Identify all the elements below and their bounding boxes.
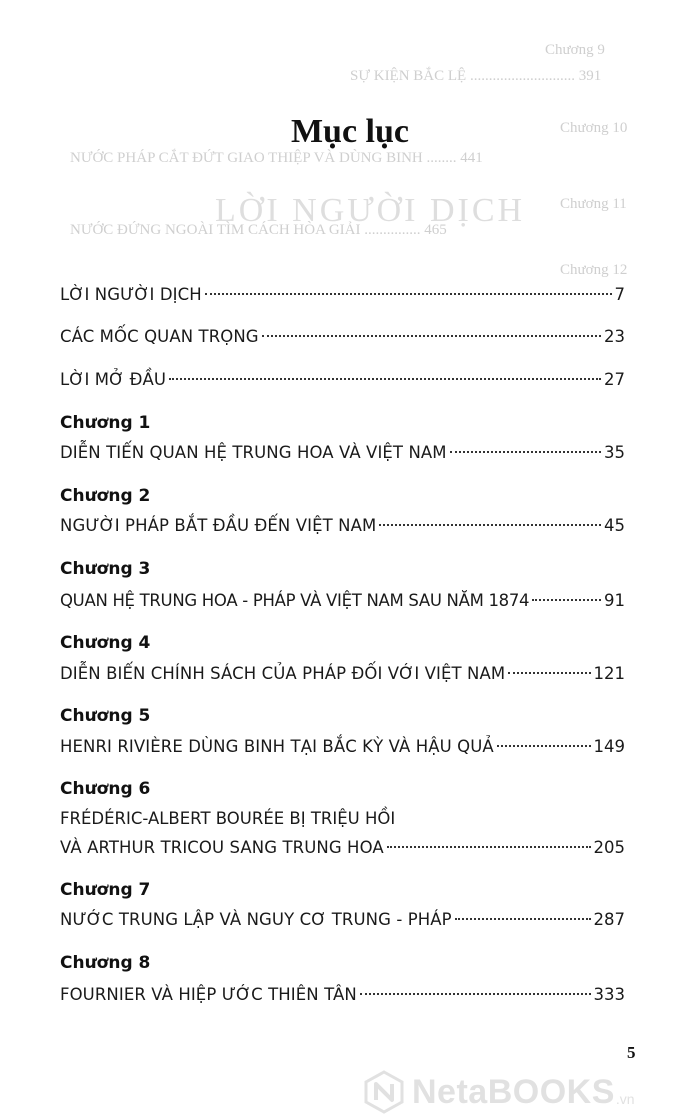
show-through-text: Chương 9 — [545, 42, 605, 58]
entry-title: NƯỚC TRUNG LẬP VÀ NGUY CƠ TRUNG - PHÁP — [60, 910, 452, 929]
entry-page-number: 27 — [604, 370, 625, 389]
chapter-label: Chương 5 — [60, 706, 151, 726]
watermark-suffix: .vn — [615, 1091, 635, 1107]
entry-title: NGƯỜI PHÁP BẮT ĐẦU ĐẾN VIỆT NAM — [60, 516, 377, 535]
show-through-text: SỰ KIỆN BẮC LỆ ............................ 391 — [350, 68, 602, 84]
dot-leader — [455, 918, 591, 920]
dot-leader — [360, 993, 591, 995]
entry-page-number: 287 — [593, 910, 625, 929]
toc-entry-chapter-1[interactable] — [60, 441, 625, 465]
dot-leader — [387, 846, 591, 848]
toc-entry-chapter-5[interactable] — [60, 735, 625, 759]
entry-page-number: 7 — [614, 285, 625, 304]
watermark-brand: NetaBOOKS — [412, 1072, 615, 1111]
entry-title: LỜI NGƯỜI DỊCH — [60, 285, 202, 304]
dot-leader — [532, 599, 601, 601]
entry-title: HENRI RIVIÈRE DÙNG BINH TẠI BẮC KỲ VÀ HẬU QUẢ — [60, 737, 494, 756]
entry-page-number: 91 — [604, 591, 625, 610]
dot-leader — [205, 293, 612, 295]
dot-leader — [497, 745, 591, 747]
netabooks-logo-icon — [362, 1070, 406, 1114]
toc-entry-chapter-4[interactable] — [60, 662, 625, 686]
chapter-label: Chương 2 — [60, 486, 151, 506]
entry-title: CÁC MỐC QUAN TRỌNG — [60, 327, 259, 346]
show-through-text: Chương 11 — [560, 196, 627, 212]
entry-page-number: 35 — [604, 443, 625, 462]
entry-page-number: 149 — [593, 737, 625, 756]
entry-title: DIỄN TIẾN QUAN HỆ TRUNG HOA VÀ VIỆT NAM — [60, 443, 447, 462]
chapter-label: Chương 3 — [60, 559, 151, 579]
dot-leader — [379, 524, 601, 526]
chapter-label: Chương 1 — [60, 413, 151, 433]
chapter-label: Chương 7 — [60, 880, 151, 900]
page-number: 5 — [627, 1043, 636, 1062]
entry-title: LỜI MỞ ĐẦU — [60, 370, 167, 389]
dot-leader — [262, 335, 601, 337]
dot-leader — [508, 672, 590, 674]
show-through-text: Chương 12 — [560, 262, 628, 278]
page-title: Mục lục — [290, 113, 410, 150]
chapter-label: Chương 4 — [60, 633, 151, 653]
show-through-text: NƯỚC PHÁP CẮT ĐỨT GIAO THIỆP VÀ DÙNG BINH ........ 441 — [70, 150, 483, 166]
dot-leader — [169, 378, 601, 380]
chapter-label: Chương 8 — [60, 953, 151, 973]
entry-title: QUAN HỆ TRUNG HOA - PHÁP VÀ VIỆT NAM SAU NĂM 1874 — [60, 591, 530, 610]
entry-page-number: 333 — [593, 985, 625, 1004]
chapter-label: Chương 6 — [60, 779, 151, 799]
entry-page-number: 23 — [604, 327, 625, 346]
toc-entry-chapter-3[interactable] — [60, 589, 625, 613]
toc-entry-chapter-7[interactable] — [60, 908, 625, 932]
entry-page-number: 205 — [593, 838, 625, 857]
toc-entry-translator-note[interactable] — [60, 283, 625, 307]
toc-entry-chapter-6[interactable] — [60, 836, 625, 860]
entry-title-line-1: FRÉDÉRIC-ALBERT BOURÉE BỊ TRIỆU HỒI — [60, 809, 396, 828]
toc-entry-milestones[interactable] — [60, 325, 625, 349]
entry-title: DIỄN BIẾN CHÍNH SÁCH CỦA PHÁP ĐỐI VỚI VIỆT NAM — [60, 664, 506, 683]
toc-entry-chapter-2[interactable] — [60, 514, 625, 538]
show-through-heading: LỜI NGƯỜI DỊCH — [215, 192, 526, 229]
entry-page-number: 121 — [593, 664, 625, 683]
entry-page-number: 45 — [604, 516, 625, 535]
show-through-text: Chương 10 — [560, 120, 628, 136]
watermark — [362, 1070, 635, 1114]
show-through-text: NƯỚC ĐỨNG NGOÀI TÌM CÁCH HÒA GIẢI ............... 465 — [70, 222, 447, 238]
entry-title: FOURNIER VÀ HIỆP ƯỚC THIÊN TÂN — [60, 985, 357, 1004]
toc-entry-chapter-8[interactable] — [60, 983, 625, 1007]
dot-leader — [450, 451, 601, 453]
entry-title: VÀ ARTHUR TRICOU SANG TRUNG HOA — [60, 838, 384, 857]
toc-entry-introduction[interactable] — [60, 368, 625, 392]
